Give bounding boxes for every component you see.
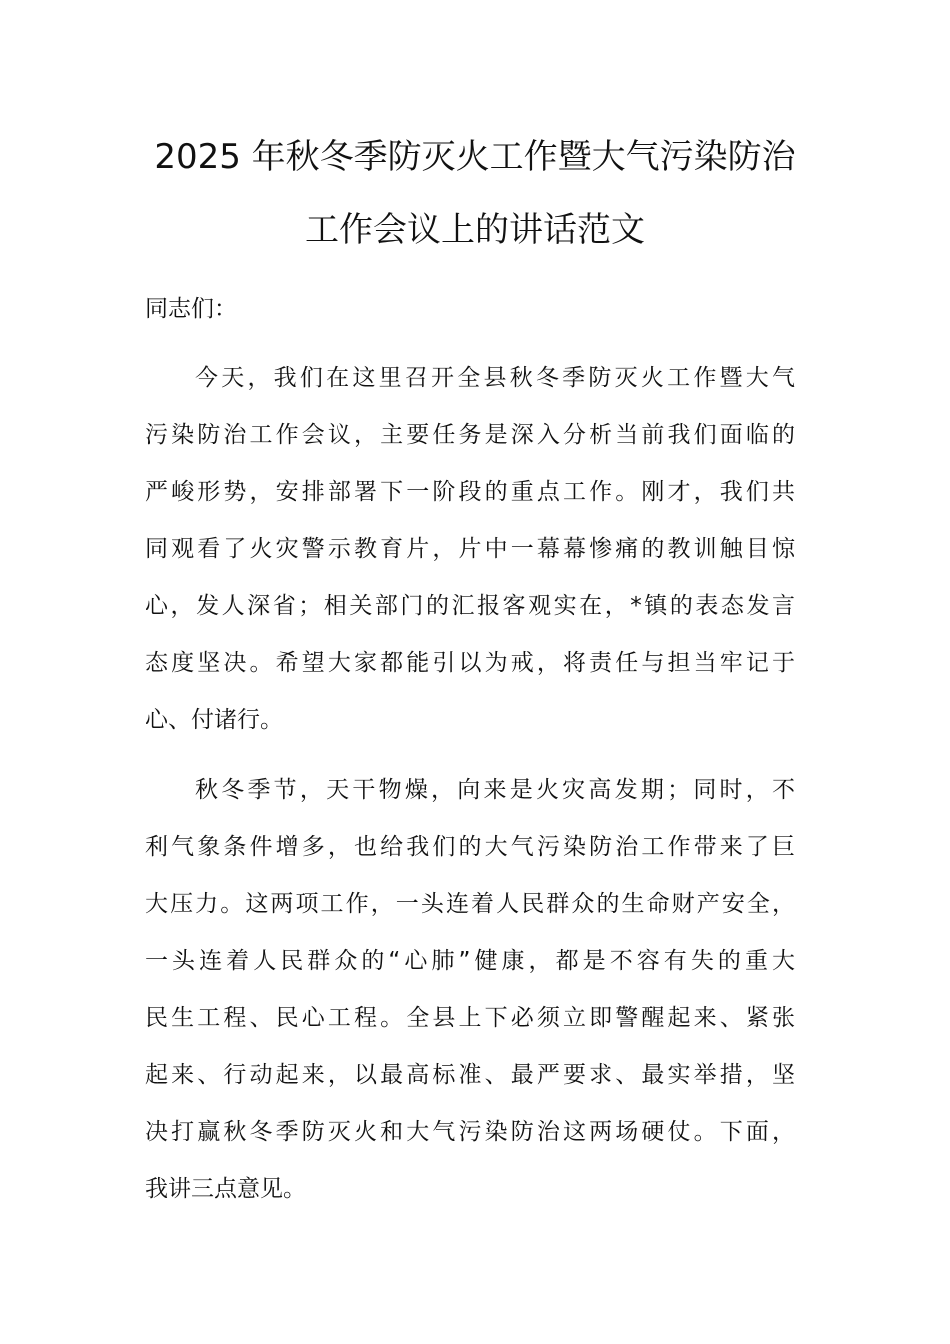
paragraph-line: 一头连着人民群众的“心肺”健康，都是不容有失的重大 — [145, 948, 795, 974]
document-title-line-2: 工作会议上的讲话范文 — [305, 210, 645, 250]
paragraph-line: 污染防治工作会议，主要任务是深入分析当前我们面临的 — [145, 422, 795, 448]
paragraph-line: 民生工程、民心工程。全县上下必须立即警醒起来、紧张 — [145, 1005, 795, 1031]
paragraph-line: 同观看了火灾警示教育片，片中一幕幕惨痛的教训触目惊 — [145, 536, 795, 562]
paragraph-line: 今天，我们在这里召开全县秋冬季防灭火工作暨大气 — [195, 365, 795, 391]
document-title-line-1: 2025 年秋冬季防灭火工作暨大气污染防治 — [154, 137, 796, 177]
paragraph-line: 心，发人深省；相关部门的汇报客观实在，*镇的表态发言 — [145, 593, 795, 619]
paragraph-line: 心、付诸行。 — [145, 707, 283, 733]
greeting-text: 同志们： — [145, 296, 237, 322]
paragraph-line: 决打赢秋冬季防灭火和大气污染防治这两场硬仗。下面， — [145, 1119, 795, 1145]
paragraph-line: 大压力。这两项工作，一头连着人民群众的生命财产安全， — [145, 891, 795, 917]
paragraph-1 — [145, 350, 795, 749]
greeting — [145, 281, 795, 338]
paragraph-line: 起来、行动起来，以最高标准、最严要求、最实举措，坚 — [145, 1062, 795, 1088]
paragraph-line: 秋冬季节，天干物燥，向来是火灾高发期；同时，不 — [195, 777, 795, 803]
paragraph-line: 态度坚决。希望大家都能引以为戒，将责任与担当牢记于 — [145, 650, 795, 676]
paragraph-line: 我讲三点意见。 — [145, 1176, 306, 1202]
paragraph-line: 严峻形势，安排部署下一阶段的重点工作。刚才，我们共 — [145, 479, 795, 505]
paragraph-line: 利气象条件增多，也给我们的大气污染防治工作带来了巨 — [145, 834, 795, 860]
paragraph-2 — [145, 762, 795, 1218]
